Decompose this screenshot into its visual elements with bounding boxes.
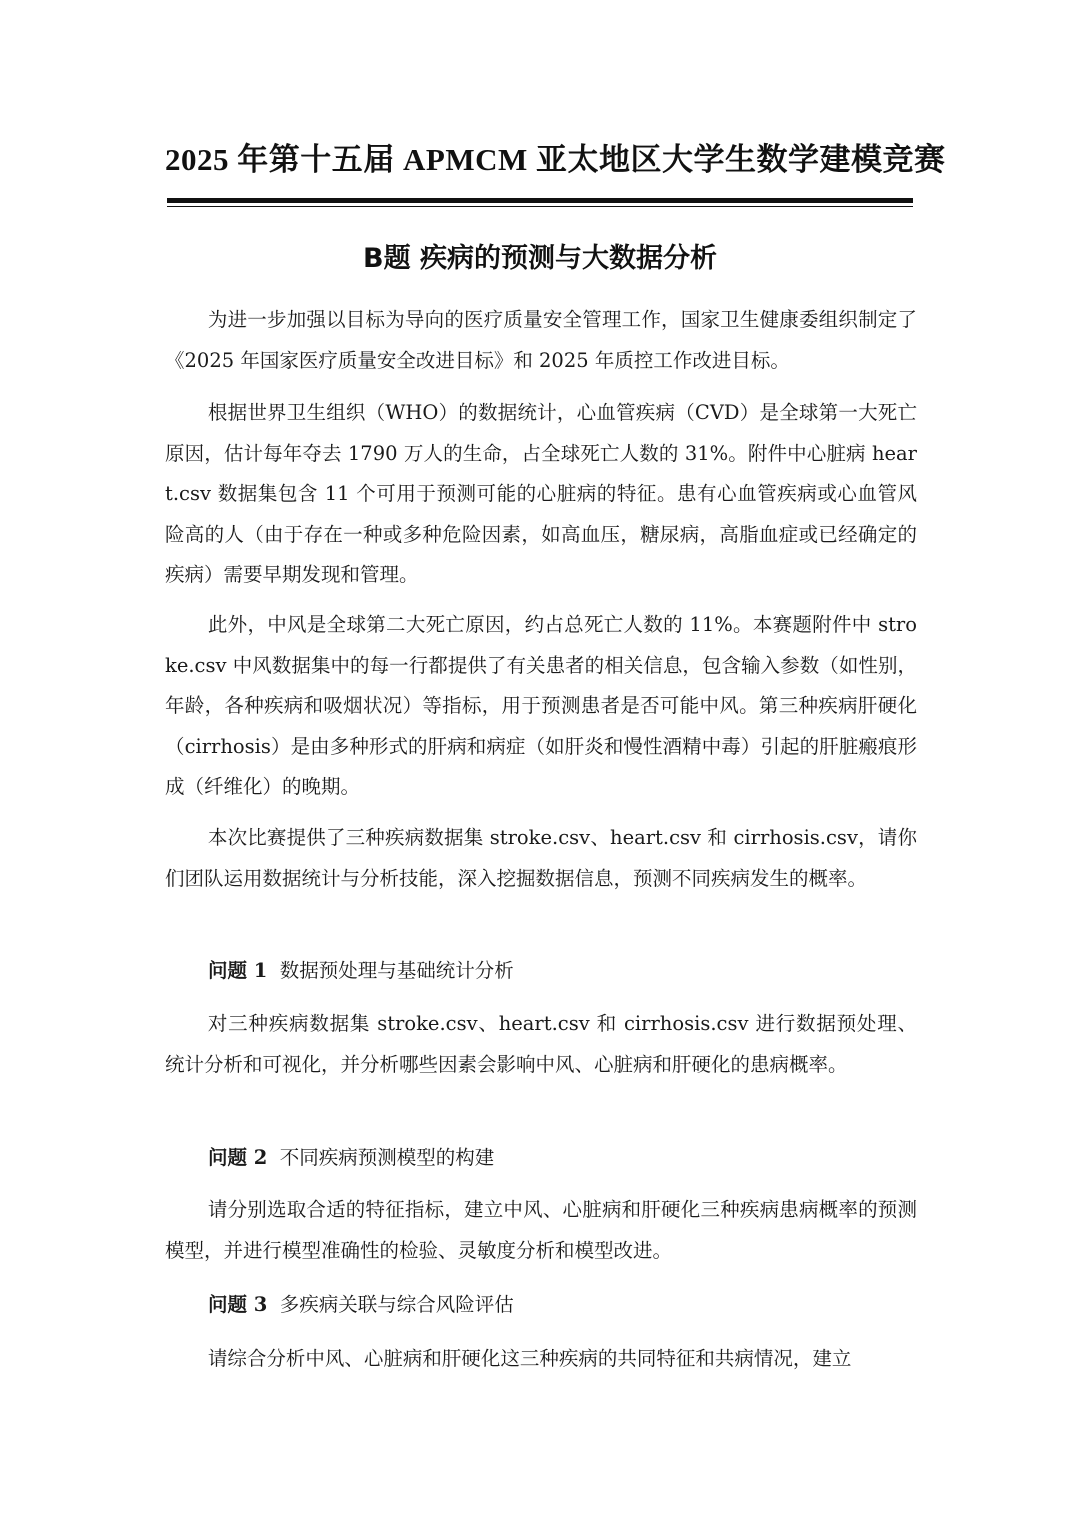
- question-1-label: 问题 1: [208, 959, 268, 982]
- cvd-paragraph: 根据世界卫生组织（WHO）的数据统计，心血管疾病（CVD）是全球第一大死亡原因，估计每年夺去 1790 万人的生命，占全球死亡人数的 31%。附件中心脏病 heart.csv 数据集包含 11 个可用于预测可能的心脏病的特征。患有心血管疾病或心血管风险高的人（由于存在一种或多种危险因素，如高血压，糖尿病，高脂血症或已经确定的疾病）需要早期发现和管理。: [165, 401, 917, 586]
- header-rule-thin: [167, 206, 913, 207]
- header-rule-thick: [167, 198, 913, 203]
- intro-paragraph: 为进一步加强以目标为导向的医疗质量安全管理工作，国家卫生健康委组织制定了《2025 年国家医疗质量安全改进目标》和 2025 年质控工作改进目标。: [165, 308, 917, 372]
- competition-header: 2025 年第十五届 APMCM 亚太地区大学生数学建模竞赛: [165, 142, 946, 177]
- stroke-cirrhosis-paragraph: 此外，中风是全球第二大死亡原因，约占总死亡人数的 11%。本赛题附件中 stroke.csv 中风数据集中的每一行都提供了有关患者的相关信息，包含输入参数（如性别，年龄，各种疾病和吸烟状况）等指标，用于预测患者是否可能中风。第三种疾病肝硬化（cirrhosis）是由多种形式的肝病和病症（如肝炎和慢性酒精中毒）引起的肝脏瘢痕形成（纤维化）的晚期。: [165, 613, 917, 798]
- question-1-heading: [208, 951, 908, 991]
- question-2-title: 不同疾病预测模型的构建: [279, 1146, 495, 1169]
- question-3-title: 多疾病关联与综合风险评估: [279, 1293, 514, 1316]
- question-3-label: 问题 3: [208, 1293, 268, 1316]
- problem-title: B题 疾病的预测与大数据分析: [363, 243, 717, 274]
- question-2-body: 请分别选取合适的特征指标，建立中风、心脏病和肝硬化三种疾病患病概率的预测模型，并进行模型准确性的检验、灵敏度分析和模型改进。: [165, 1198, 917, 1262]
- datasets-paragraph: 本次比赛提供了三种疾病数据集 stroke.csv、heart.csv 和 cirrhosis.csv，请你们团队运用数据统计与分析技能，深入挖掘数据信息，预测不同疾病发生的概率。: [165, 826, 917, 890]
- question-1-body: 对三种疾病数据集 stroke.csv、heart.csv 和 cirrhosis.csv 进行数据预处理、统计分析和可视化，并分析哪些因素会影响中风、心脏病和肝硬化的患病概率。: [165, 1012, 917, 1076]
- question-1-title: 数据预处理与基础统计分析: [279, 959, 514, 982]
- question-2-label: 问题 2: [208, 1146, 268, 1169]
- question-2-heading: [208, 1138, 908, 1178]
- question-3-body: 请综合分析中风、心脏病和肝硬化这三种疾病的共同特征和共病情况，建立: [207, 1347, 852, 1370]
- question-3-heading: [208, 1285, 908, 1325]
